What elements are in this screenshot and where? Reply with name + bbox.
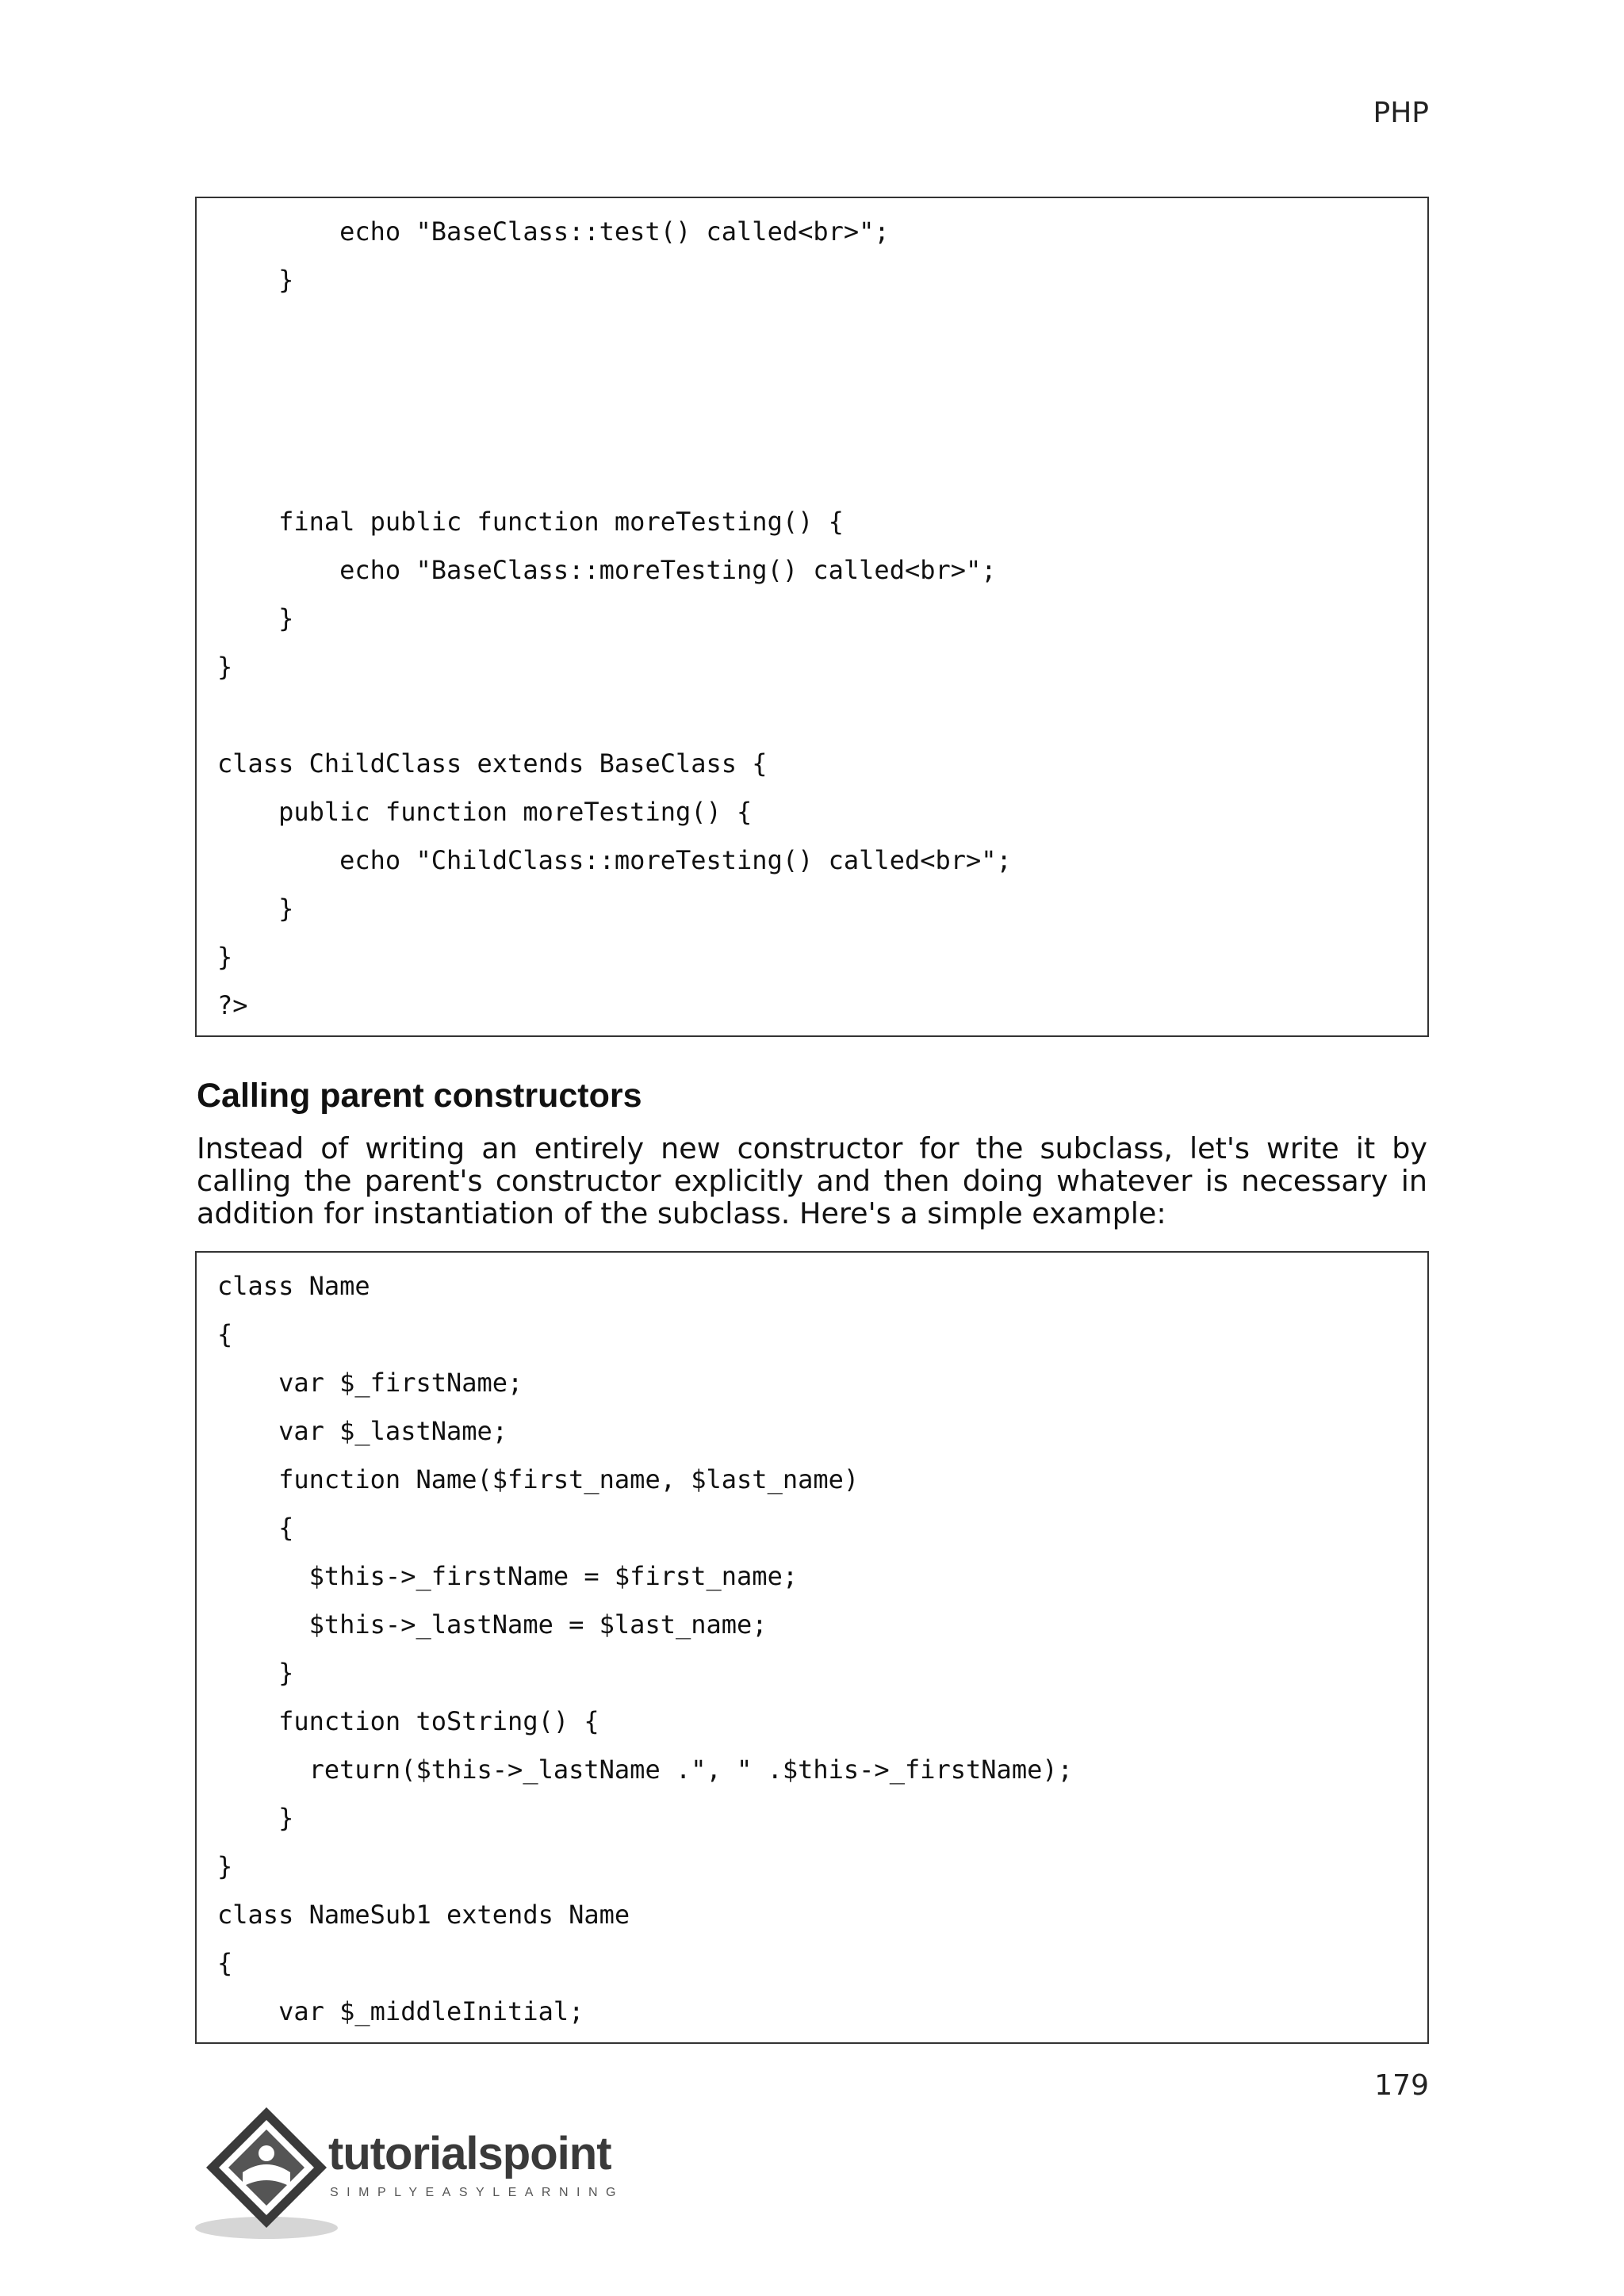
code-line: function Name($first_name, $last_name) (217, 1464, 860, 1494)
code-line: class Name (217, 1271, 370, 1301)
code-block-name-class (195, 1251, 1429, 2044)
code-line: } (217, 265, 294, 295)
code-line: { (217, 1948, 233, 1978)
code-block-base-class (195, 197, 1429, 1037)
code-line: var $_firstName; (217, 1368, 523, 1398)
section-paragraph: Instead of writing an entirely new constructor for the subclass, let's write it by calling the parent's constructor explicitly and then doing whatever is necessary in addition for instantiation of the subclass. Here's a simple example: (197, 1131, 1427, 1230)
code-line: final public function moreTesting() { (217, 507, 844, 537)
logo-diamond-icon (206, 2107, 327, 2228)
code-line: var $_middleInitial; (217, 1996, 584, 2026)
code-line: { (217, 1513, 294, 1543)
code-line: echo "BaseClass::test() called<br>"; (217, 216, 890, 247)
code-line: class NameSub1 extends Name (217, 1900, 630, 1930)
tutorialspoint-logo (193, 2101, 669, 2244)
code-line: $this->_firstName = $first_name; (217, 1561, 799, 1591)
code-line: class ChildClass extends BaseClass { (217, 748, 768, 779)
code-line: echo "ChildClass::moreTesting() called<br>"; (217, 845, 1012, 875)
code-line: ?> (217, 990, 248, 1020)
code-line: } (217, 1851, 233, 1881)
page-header: PHP (1373, 97, 1429, 129)
page-number: 179 (1374, 2069, 1429, 2102)
code-line: $this->_lastName = $last_name; (217, 1609, 768, 1640)
code-line: } (217, 603, 294, 633)
code-line: { (217, 1319, 233, 1349)
code-line: } (217, 894, 294, 924)
code-line: return($this->_lastName .", " .$this->_firstName); (217, 1755, 1073, 1785)
code-line: public function moreTesting() { (217, 797, 753, 827)
logo-tagline: SIMPLYEASYLEARNING (330, 2186, 624, 2199)
code-line: } (217, 652, 233, 682)
code-line: var $_lastName; (217, 1416, 508, 1446)
code-line: } (217, 942, 233, 972)
code-line: } (217, 1803, 294, 1833)
code-line: } (217, 1658, 294, 1688)
logo-text: tutorialspoint (328, 2128, 611, 2179)
code-line: echo "BaseClass::moreTesting() called<br>"; (217, 555, 997, 585)
section-title: Calling parent constructors (197, 1077, 642, 1115)
code-line: function toString() { (217, 1706, 599, 1736)
